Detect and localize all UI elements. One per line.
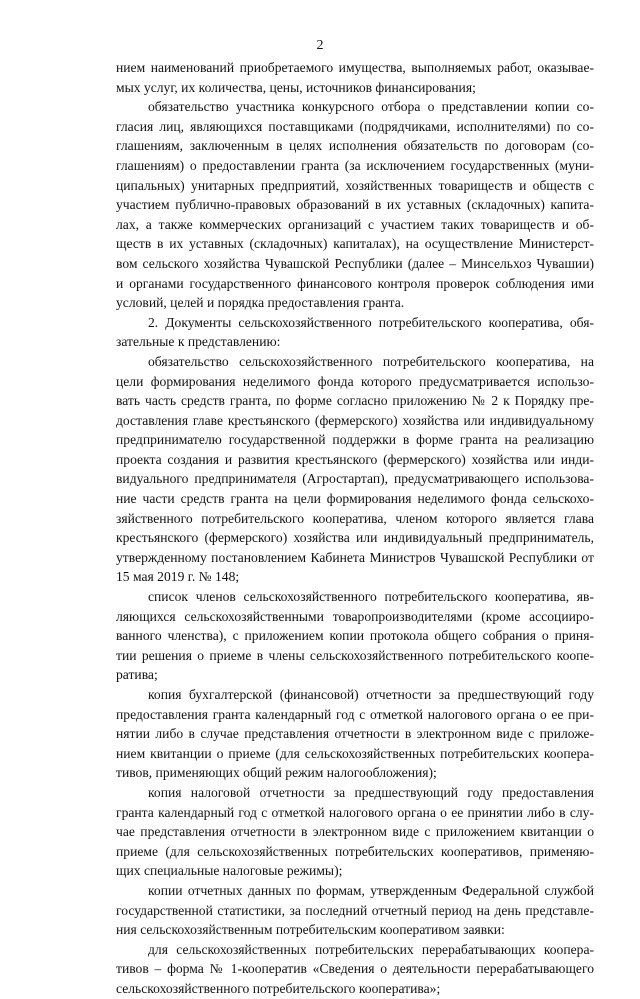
text-line: копия бухгалтерской (финансовой) отчетности за предшествующий году xyxy=(148,687,594,702)
text-line: для сельскохозяйственных потребительских перерабатывающих коопера- xyxy=(148,941,594,957)
text-line: ляющихся сельскохозяйственными товаропроизводителями (кроме ассоцииро- xyxy=(116,608,594,624)
text-line: нятии либо в случае представления отчетности в электронном виде с приложе- xyxy=(116,726,594,742)
text-line: ципальных) унитарных предприятий, хозяйственных товариществ и обществ с xyxy=(116,177,594,193)
text-line: глашениям, заключенным в целях исполнения обязательств по договорам (со- xyxy=(116,138,594,154)
text-line: 15 мая 2019 г. № 148; xyxy=(116,569,240,585)
text-line: копия налоговой отчетности за предшествующий году предоставления xyxy=(148,784,594,800)
text-line: список членов сельскохозяйственного потребительского кооператива, яв- xyxy=(148,589,594,605)
text-line: обязательство участника конкурсного отбора о представлении копии со- xyxy=(148,99,594,115)
text-line: приеме (для сельскохозяйственных потребительских кооперативов, применяю- xyxy=(116,843,594,859)
text-line: тии решения о приеме в члены сельскохозяйственного потребительского коопе- xyxy=(116,647,594,663)
text-line: нием наименований приобретаемого имущества, выполняемых работ, оказывае- xyxy=(116,60,594,75)
text-line: предпринимателю государственной поддержки в форме гранта на реализацию xyxy=(116,432,594,448)
text-line: и органами государственного финансового контроля проверок соблюдения ими xyxy=(116,275,594,291)
text-line: ние части средств гранта на цели формирования неделимого фонда сельскохо- xyxy=(116,491,594,507)
text-line: цели формирования неделимого фонда которого предусматривается использо- xyxy=(116,373,594,389)
text-line: щих специальные налоговые режимы); xyxy=(116,863,343,879)
text-line: тивов – форма № 1-кооператив «Сведения о деятельности перерабатывающего xyxy=(116,961,594,977)
text-line: условий, целей и порядка предоставления гранта. xyxy=(116,295,405,311)
text-line: вать часть средств гранта, по форме согласно приложению № 2 к Порядку пре- xyxy=(116,393,594,409)
text-line: 2. Документы сельскохозяйственного потребительского кооператива, обя- xyxy=(148,314,594,330)
text-line: ществ в их уставных (складочных) капиталах), на осуществление Министерст- xyxy=(116,236,594,252)
text-line: участием публично-правовых образований в их уставных (складочных) капита- xyxy=(116,197,594,213)
text-line: обязательство сельскохозяйственного потребительского кооператива, на xyxy=(148,353,594,369)
text-line: ратива; xyxy=(116,667,158,683)
text-line: мых услуг, их количества, цены, источников финансирования; xyxy=(116,79,476,95)
text-line: предоставления гранта календарный год с отметкой налогового органа о ее при- xyxy=(116,706,594,722)
page-number: 2 xyxy=(316,38,324,53)
text-line: зательные к представлению: xyxy=(116,334,281,350)
text-line: крестьянского (фермерского) хозяйства или индивидуальный предприниматель, xyxy=(116,530,594,546)
text-line: ния сельскохозяйственным потребительским кооперативом заявки: xyxy=(116,922,505,938)
text-line: нием квитанции о приеме (для сельскохозяйственных потребительских коопера- xyxy=(116,745,594,761)
text-line: тивов, применяющих общий режим налогообложения); xyxy=(116,765,437,781)
text-line: гласия лиц, являющихся поставщиками (подрядчиками, исполнителями) по со- xyxy=(116,118,594,134)
text-line: чае представления отчетности в электронном виде с приложением квитанции о xyxy=(116,824,594,840)
text-line: ванного членства), с приложением копии протокола общего собрания о приня- xyxy=(116,628,594,644)
text-line: гранта календарный год с отметкой налогового органа о ее принятии либо в слу- xyxy=(116,804,594,820)
text-line: видуального предпринимателя (Агростартап), предусматривающего использова- xyxy=(116,471,594,487)
text-line: вом сельского хозяйства Чувашской Республики (далее – Минсельхоз Чувашии) xyxy=(116,255,594,271)
text-line: зяйственного потребительского кооператива, членом которого является глава xyxy=(116,510,594,526)
text-line: доставления главе крестьянского (фермерского) хозяйства или индивидуальному xyxy=(116,412,594,428)
text-line: лах, а также коммерческих организаций с участием таких товариществ и об- xyxy=(116,216,594,232)
text-line: сельскохозяйственного потребительского кооператива»; xyxy=(116,980,441,996)
text-line: копии отчетных данных по формам, утвержденным Федеральной службой xyxy=(148,882,594,898)
text-line: государственной статистики, за последний отчетный период на день представле- xyxy=(116,902,594,918)
text-line: глашениям) о предоставлении гранта (за исключением государственных (муни- xyxy=(116,157,594,173)
text-line: проекта создания и развития крестьянского (фермерского) хозяйства или инди- xyxy=(116,451,594,467)
text-line: утвержденному постановлением Кабинета Министров Чувашской Республики от xyxy=(116,549,594,565)
document-body xyxy=(116,58,594,999)
